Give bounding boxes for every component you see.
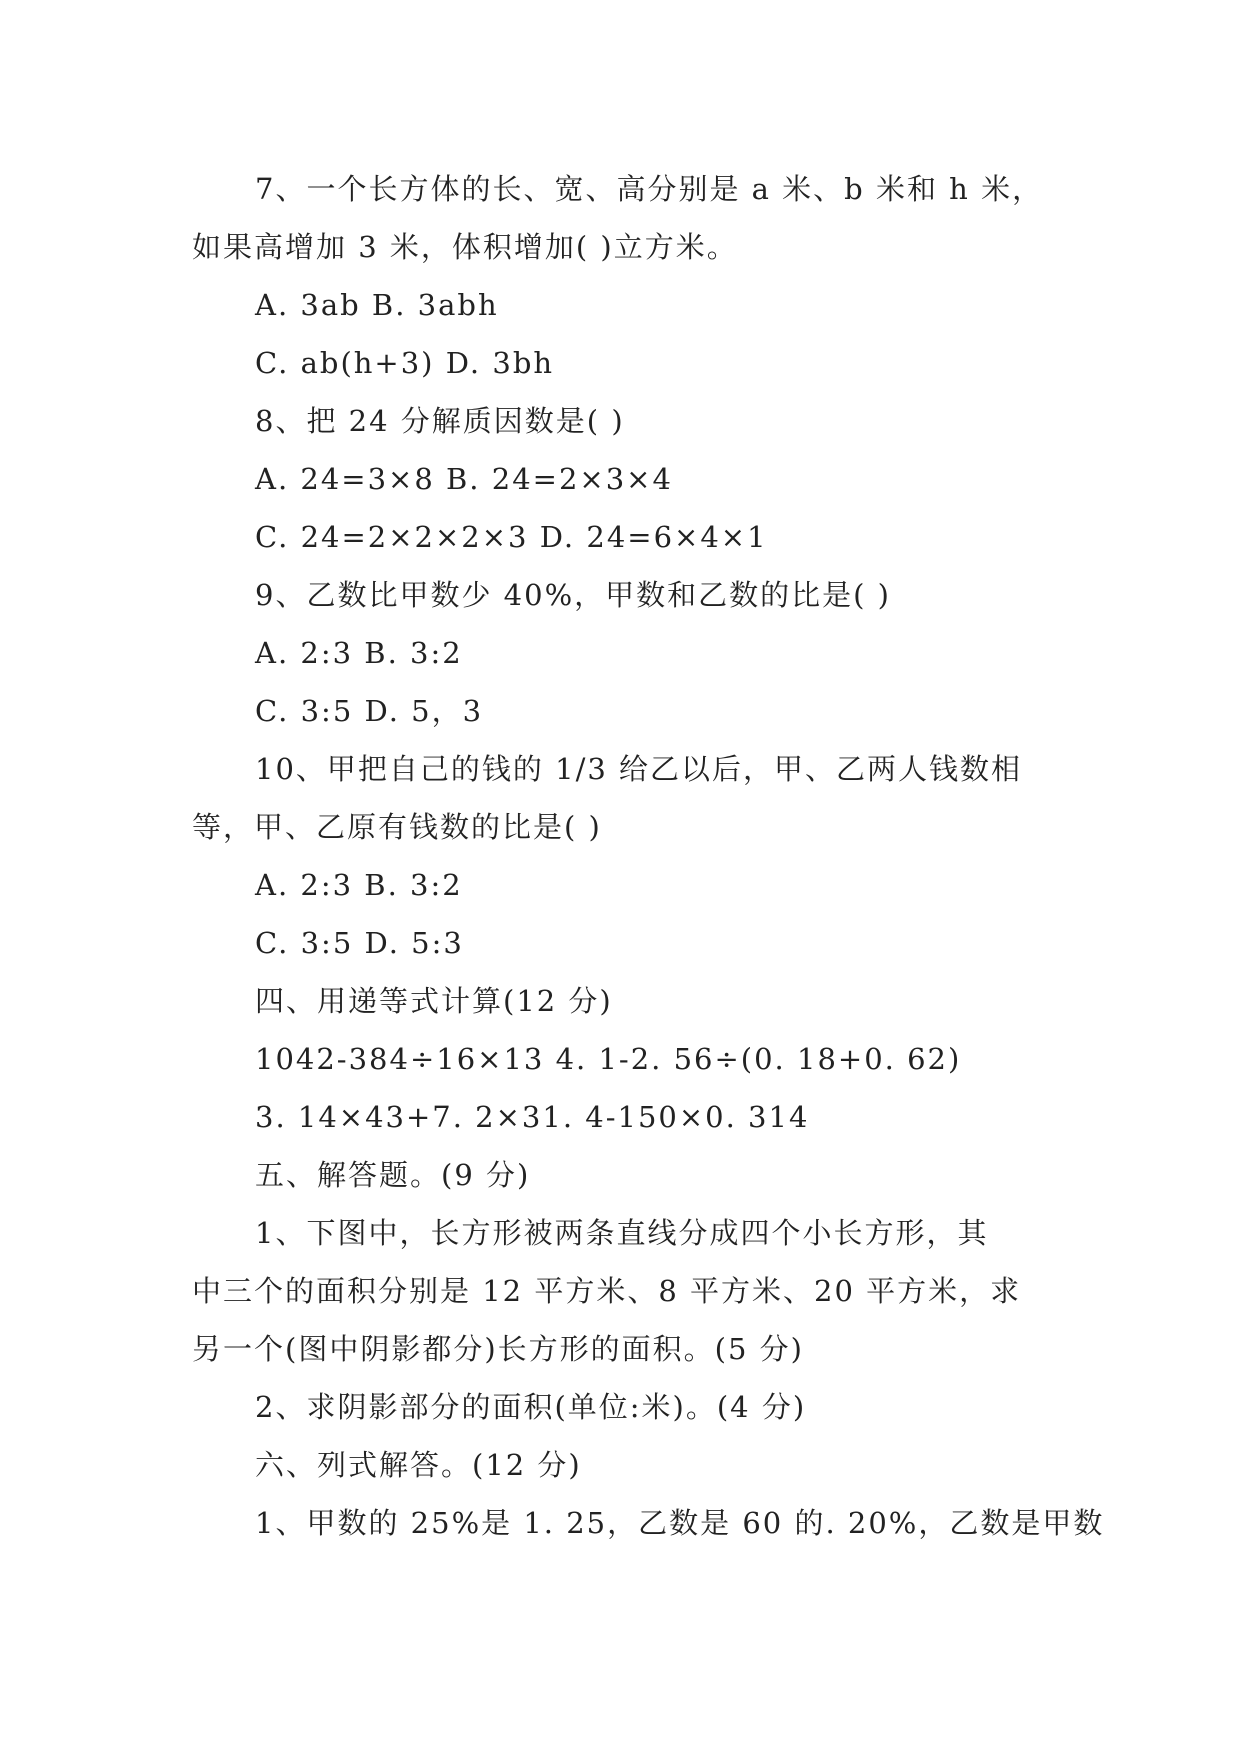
question-9-options-ab: A. 2:3 B. 3:2 (255, 636, 463, 670)
question-9: 9、乙数比甲数少 40%，甲数和乙数的比是( ) (255, 578, 891, 612)
section-5-q2: 2、求阴影部分的面积(单位:米)。(4 分) (255, 1390, 807, 1424)
question-10-options-ab: A. 2:3 B. 3:2 (255, 868, 463, 902)
section-5-q1-line-2: 中三个的面积分别是 12 平方米、8 平方米、20 平方米，求 (192, 1274, 1022, 1308)
section-5-q1-line-3: 另一个(图中阴影都分)长方形的面积。(5 分) (192, 1332, 804, 1366)
question-7-options-cd: C. ab(h+3) D. 3bh (255, 346, 555, 380)
question-10-options-cd: C. 3:5 D. 5:3 (255, 926, 464, 960)
question-9-options-cd: C. 3:5 D. 5，3 (255, 694, 484, 728)
question-7-line-1: 7、一个长方体的长、宽、高分别是 a 米、b 米和 h 米， (255, 172, 1044, 206)
question-10-line-2: 等，甲、乙原有钱数的比是( ) (192, 810, 602, 844)
question-8: 8、把 24 分解质因数是( ) (255, 404, 625, 438)
section-4-expression-2: 3. 14×43+7. 2×31. 4-150×0. 314 (255, 1100, 810, 1134)
section-5-q1-line-1: 1、下图中，长方形被两条直线分成四个小长方形，其 (255, 1216, 989, 1250)
section-6-q1-line-1: 1、甲数的 25%是 1. 25，乙数是 60 的. 20%，乙数是甲数 (255, 1506, 1105, 1540)
section-6-heading: 六、列式解答。(12 分) (255, 1448, 582, 1482)
section-4-expression-1: 1042-384÷16×13 4. 1-2. 56÷(0. 18+0. 62) (255, 1042, 962, 1076)
question-10-line-1: 10、甲把自己的钱的 1/3 给乙以后，甲、乙两人钱数相 (255, 752, 1023, 786)
question-8-options-cd: C. 24=2×2×2×3 D. 24=6×4×1 (255, 520, 768, 554)
section-5-heading: 五、解答题。(9 分) (255, 1158, 531, 1192)
question-7-line-2: 如果高增加 3 米，体积增加( )立方米。 (192, 230, 738, 264)
document-body (192, 160, 1105, 1552)
section-4-heading: 四、用递等式计算(12 分) (255, 984, 613, 1018)
question-7-options-ab: A. 3ab B. 3abh (255, 288, 499, 322)
question-8-options-ab: A. 24=3×8 B. 24=2×3×4 (255, 462, 673, 496)
